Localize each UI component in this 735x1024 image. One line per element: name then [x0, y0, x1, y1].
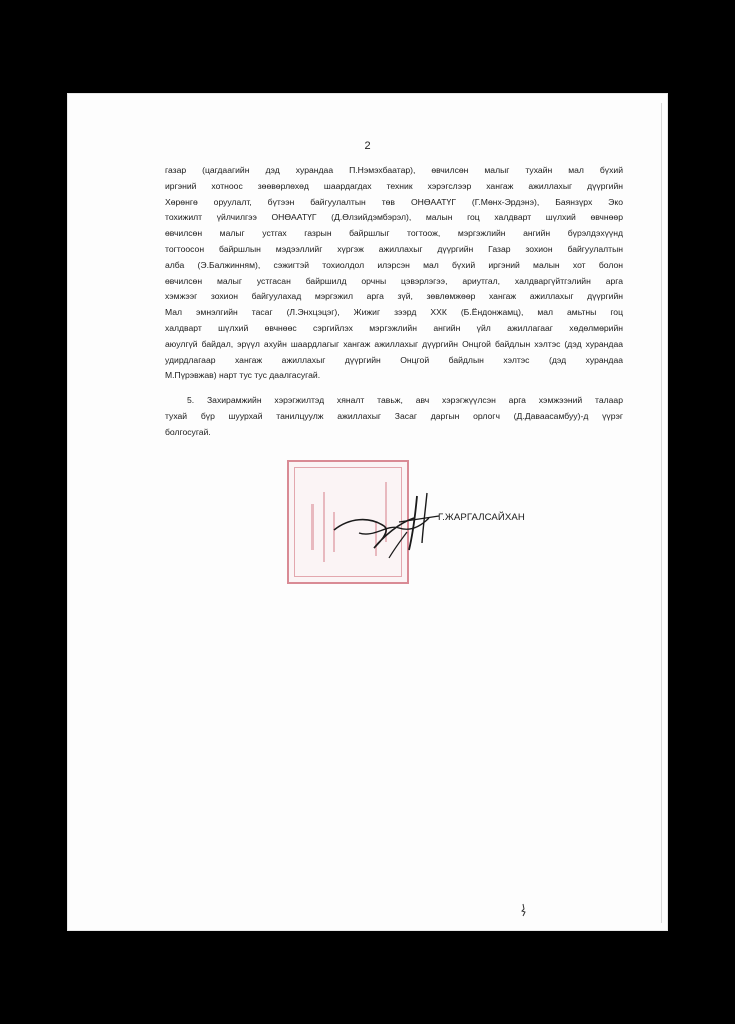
- text-line: удирдлагаар хангаж ажиллахыг дүүргийн Онцгой байдлын хэлтэс (дэд хурандаа: [165, 354, 623, 365]
- text-line: халдварт шүлхий өвчнөөс сэргийлэх мэргэжлийн ангийн үйл ажиллагааг хөдөлмөрийн: [165, 322, 623, 333]
- text-line: болгосугай.: [165, 426, 211, 437]
- paragraph-gap: [165, 384, 623, 393]
- text-line: Хөрөнгө оруулалт, бүтээн байгуулалтын төв ОНӨААТҮГ (Г.Мөнх-Эрдэнэ), Баянзүрх Эко: [165, 196, 623, 207]
- document-page: [67, 93, 668, 931]
- text-line: хэмжээг зохион байгуулахад мэргэжил арга зүй, зөвлөмжөөр хангаж ажиллахыг дүүргийн: [165, 291, 623, 302]
- text-line: газар (цагдаагийн дэд хурандаа П.Нэмэхбаатар), өвчилсөн малыг тухайн мал бүхий: [165, 165, 623, 175]
- scan-speck: [518, 903, 530, 917]
- text-line: тогтоосон байршлын мэдээллийг хүргэж ажиллахыг дүүргийн Газар зохион байгуулалтын: [165, 243, 623, 254]
- signer-name: Г.ЖАРГАЛСАЙХАН: [438, 512, 525, 523]
- text-line: 5. Захирамжийн хэрэгжилтэд хяналт тавьж, авч хэрэгжүүлсэн арга хэмжээний талаар: [187, 395, 623, 406]
- document-body: [165, 163, 623, 441]
- text-line: алба (Э.Балжинням), сэжигтэй тохиолдол илэрсэн мал бүхий иргэний малын хот болон: [165, 259, 623, 270]
- text-line: иргэний хотноос зөөвөрлөхөд шаардагдах техник хэрэгслээр хангаж ажиллахыг дүүргийн: [165, 180, 623, 191]
- text-line: өвчилсөн малыг устгасан байршилд орчны цэвэрлэгээ, ариутгал, халдваргүйтгэлийн арга: [165, 275, 623, 286]
- text-line: өвчилсөн малыг устгах газрын байршлыг тогтоож, мэргэжлийн ангийн бүрэлдэхүүнд: [165, 228, 623, 239]
- text-line: тохижилт үйлчилгээ ОНӨААТҮГ (Д.Өлзийдэмбэрэл), малын гоц халдварт шүлхий өвчнөөр: [165, 212, 623, 223]
- stamp-mark: [311, 504, 314, 550]
- stamp-mark: [323, 492, 325, 562]
- page-edge-line: [661, 103, 662, 923]
- text-line: аюулгүй байдал, эрүүл ахуйн шаардлагыг хангаж ажиллахыг дүүргийн Онцгой байдлын хэлтэс (дэд хурандаа: [165, 338, 623, 349]
- text-line: тухай бүр шуурхай танилцуулж ажиллахыг Засаг даргын орлогч (Д.Даваасамбуу)-д үүрэг: [165, 410, 623, 421]
- text-line: М.Пүрэвжав) нарт тус тус даалгасугай.: [165, 370, 321, 381]
- text-line: Мал эмнэлгийн тасаг (Л.Энхцэцэг), Жижиг зээрд ХХК (Б.Ёндонжамц), мал амьтны гоц: [165, 307, 623, 318]
- page-number: 2: [364, 140, 371, 152]
- handwritten-signature: [329, 488, 459, 568]
